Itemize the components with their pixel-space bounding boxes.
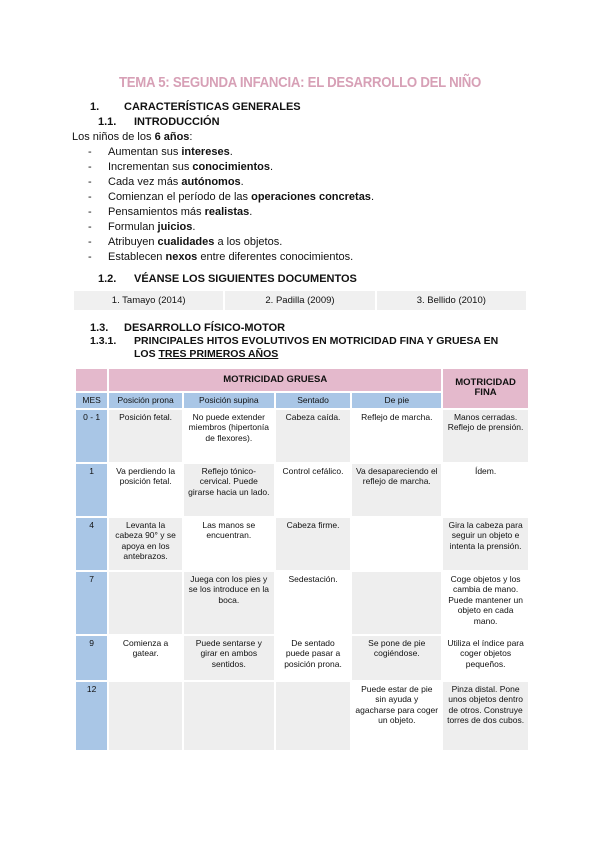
characteristics-list [88,145,374,265]
column-header: Sentado [276,393,351,408]
table-row: 1 Va perdiendo la posición fetal. Reflejo tónico-cervical. Puede girarse hacia un lado. Control cefálico. Va desapareciendo el reflejo de marcha. Ídem. [76,464,528,516]
section-1-1-heading [98,116,220,128]
list-item: - Pensamientos más realistas. [88,206,253,218]
motor-milestones-table [74,367,530,752]
list-item: - Establecen nexos entre diferentes conocimientos. [88,251,354,263]
table-row: 12 Puede estar de pie sin ayuda y agacharse para coger un objeto. Pinza distal. Pone unos objetos dentro de otros. Construye torres de dos cubos. [76,682,528,750]
section-label: CARACTERÍSTICAS GENERALES [124,101,301,113]
column-header: Posición supina [184,393,274,408]
list-item: - Atribuyen cualidades a los objetos. [88,236,283,248]
list-item: - Formulan juicios. [88,221,196,233]
section-1-2-heading: 1.2. VÉANSE LOS SIGUIENTES DOCUMENTOS [98,273,357,285]
documents-list [74,291,526,310]
section-label: INTRODUCCIÓN [134,116,220,128]
list-item: - Comienzan el período de las operaciones concretas. [88,191,374,203]
column-header: De pie [352,393,441,408]
table-row: 4 Levanta la cabeza 90° y se apoya en los antebrazos. Las manos se encuentran. Cabeza firme. Gira la cabeza para seguir un objeto e intenta la prensión. [76,518,528,570]
group-header-gruesa: MOTRICIDAD GRUESA [109,369,441,391]
column-header: Posición prona [109,393,182,408]
page-title: TEMA 5: SEGUNDA INFANCIA: EL DESARROLLO DEL NIÑO [118,74,482,91]
section-1-3-heading: 1.3. DESARROLLO FÍSICO-MOTOR [90,322,286,334]
table-row: 9 Comienza a gatear. Puede sentarse y girar en ambos sentidos. De sentado puede pasar a posición prona. Se pone de pie cogiéndose. Utiliza el índice para coger objetos pequeños. [76,636,528,680]
section-1-3-1-heading: 1.3.1. PRINCIPALES HITOS EVOLUTIVOS EN MOTRICIDAD FINA Y GRUESA EN LOS TRES PRIMEROS AÑOS [90,335,499,360]
table-row: 0 - 1 Posición fetal. No puede extender miembros (hipertonía de flexores). Cabeza caída. Reflejo de marcha. Manos cerradas. Reflejo de prensión. [76,410,528,462]
document-reference: 2. Padilla (2009) [225,291,374,310]
document-reference: 3. Bellido (2010) [377,291,526,310]
table-row: 7 Juega con los pies y se los introduce en la boca. Sedestación. Coge objetos y los cambia de mano. Puede mantener un objeto en cada mano. [76,572,528,634]
column-header: MES [76,393,107,408]
list-item: - Aumentan sus intereses. [88,146,233,158]
group-header-fina: MOTRICIDAD FINA [443,369,528,408]
table-corner [76,369,107,391]
section-1-heading [90,101,301,113]
intro-text: Los niños de los 6 años: [72,131,193,143]
section-number: 1. [90,101,100,113]
list-item: - Cada vez más autónomos. [88,176,244,188]
section-number: 1.1. [98,116,117,128]
list-item: - Incrementan sus conocimientos. [88,161,274,173]
document-reference: 1. Tamayo (2014) [74,291,223,310]
